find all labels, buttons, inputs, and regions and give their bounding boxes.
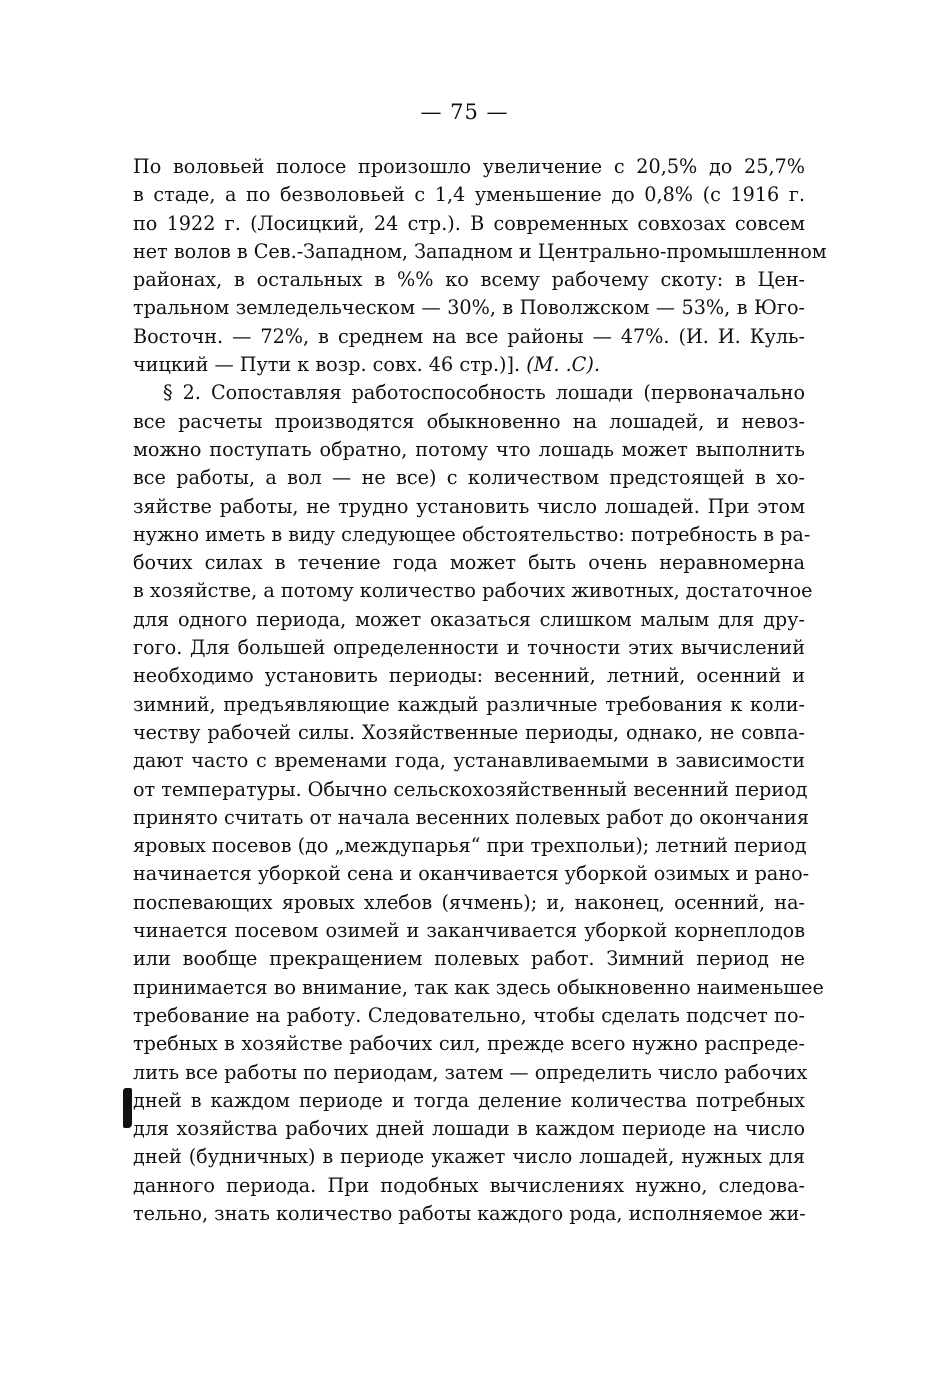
text-line: данного периода. При подобных вычислениях нужно, следова-: [133, 1173, 805, 1197]
ink-smudge: [123, 1088, 132, 1128]
text-line: яровых посевов (до „междупарья“ при трехпольи); летний период: [133, 834, 807, 858]
text-line: дней в каждом периоде и тогда деление количества потребных: [133, 1088, 805, 1112]
text-line: лить все работы по периодам, затем — определить число рабочих: [133, 1060, 808, 1084]
text-line: бочих силах в течение года может быть очень неравномерна: [133, 551, 805, 575]
text-line: тральном земледельческом — 30%, в Поволжском — 53%, в Юго-: [133, 296, 805, 320]
text-line: по 1922 г. (Лосицкий, 24 стр.). В современных совхозах совсем: [133, 211, 805, 235]
text-line: принято считать от начала весенних полевых работ до окончания: [133, 805, 809, 829]
text-line: можно поступать обратно, потому что лошадь может выполнить: [133, 437, 805, 461]
text-line: дней (будничных) в периоде укажет число лошадей, нужных для: [133, 1145, 805, 1169]
text-line: гого. Для большей определенности и точности этих вычислений: [133, 636, 805, 660]
text-line: начинается уборкой сена и оканчивается уборкой озимых и рано-: [133, 862, 810, 886]
text-line: все расчеты производятся обыкновенно на лошадей, и невоз-: [133, 409, 805, 433]
text-line: от температуры. Обычно сельскохозяйственный весенний период: [133, 777, 808, 801]
text-line: зимний, предъявляющие каждый различные требования к коли-: [133, 692, 805, 716]
paragraph-start-line: § 2. Сопоставляя работоспособность лошади (первоначально: [163, 381, 805, 405]
text-line: честву рабочей силы. Хозяйственные периоды, однако, не совпа-: [133, 720, 805, 744]
text-line: или вообще прекращением полевых работ. Зимний период не: [133, 947, 805, 971]
text-line: По воловьей полосе произошло увеличение с 20,5% до 25,7%: [133, 155, 805, 178]
citation: (М. .С).: [526, 353, 600, 377]
text-line: Восточн. — 72%, в среднем на все районы — 47%. (И. И. Куль-: [133, 324, 805, 348]
text-line: чинается посевом озимей и заканчивается уборкой корнеплодов: [133, 919, 805, 943]
text-line-with-citation: [133, 351, 805, 379]
text-line: в стаде, а по безволовьей с 1,4 уменьшение до 0,8% (с 1916 г.: [133, 183, 805, 207]
text-line: требных в хозяйстве рабочих сил, прежде всего нужно распреде-: [133, 1032, 805, 1056]
text-line: в хозяйстве, а потому количество рабочих животных, достаточное: [133, 579, 813, 603]
page-number: — 75 —: [420, 100, 509, 124]
text-line: требование на работу. Следовательно, чтобы сделать подсчет по-: [133, 1003, 805, 1027]
text-line: районах, в остальных в %% ко всему рабочему скоту: в Цен-: [133, 268, 805, 292]
text-line: дают часто с временами года, устанавливаемыми в зависимости: [133, 749, 805, 773]
text-line: для одного периода, может оказаться слишком малым для дру-: [133, 607, 805, 631]
text-line: зяйстве работы, не трудно установить число лошадей. При этом: [133, 494, 805, 518]
text-line: нет волов в Сев.-Западном, Западном и Центрально-промышленном: [133, 239, 827, 263]
text-line: принимается во внимание, так как здесь обыкновенно наименьшее: [133, 975, 824, 999]
text-line: все работы, а вол — не все) с количеством предстоящей в хо-: [133, 466, 805, 490]
text-line: тельно, знать количество работы каждого рода, исполняемое жи-: [133, 1201, 806, 1225]
text-line: поспевающих яровых хлебов (ячмень); и, наконец, осенний, на-: [133, 890, 805, 914]
body-text: [133, 153, 827, 1228]
text-line: необходимо установить периоды: весенний, летний, осенний и: [133, 664, 805, 688]
text-line: чицкий — Пути к возр. совх. 46 стр.)].: [133, 353, 521, 377]
text-line: для хозяйства рабочих дней лошади в каждом периоде на число: [133, 1117, 805, 1141]
text-line: нужно иметь в виду следующее обстоятельство: потребность в ра-: [133, 522, 811, 546]
